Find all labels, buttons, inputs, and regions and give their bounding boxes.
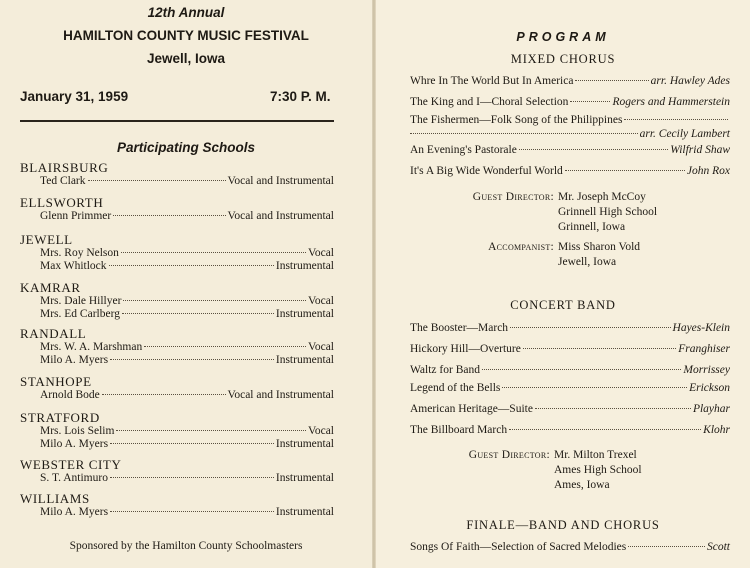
director-row <box>20 354 334 367</box>
guest-director-school: Grinnell High School <box>558 206 658 218</box>
piece-title: It's A Big Wide Wonderful World <box>410 165 563 177</box>
piece-title: The Fishermen—Folk Song of the Philippines <box>410 114 623 126</box>
director-row <box>20 438 334 451</box>
chorus-accompanist <box>456 240 640 270</box>
piece-title: Songs Of Faith—Selection of Sacred Melodies <box>410 541 627 553</box>
accompanist-name: Miss Sharon Vold <box>558 241 641 253</box>
director-role: Vocal <box>308 295 334 307</box>
chorus-guest-director <box>456 190 657 235</box>
program-heading: PROGRAM <box>516 30 610 44</box>
director-row <box>20 341 334 354</box>
festival-edition: 12th Annual <box>147 5 225 20</box>
school-stanhope <box>20 374 334 402</box>
director-name: Ted Clark <box>40 175 86 187</box>
school-randall <box>20 326 334 367</box>
program-item <box>410 95 730 109</box>
piece-title: Hickory Hill—Overture <box>410 343 521 355</box>
guest-director-label: Guest Director: <box>468 449 550 461</box>
program-item <box>410 423 730 437</box>
piece-title: American Heritage—Suite <box>410 403 533 415</box>
composer: Morrissey <box>683 364 730 376</box>
guest-director-city: Grinnell, Iowa <box>558 221 626 233</box>
concert-band-heading: CONCERT BAND <box>510 298 616 312</box>
director-name: Glenn Primmer <box>40 210 112 222</box>
left-page <box>0 0 372 568</box>
piece-title: The Billboard March <box>410 424 508 436</box>
director-row <box>20 506 334 519</box>
school-blairsburg <box>20 160 334 188</box>
festival-location: Jewell, Iowa <box>146 51 226 66</box>
director-name: Mrs. Roy Nelson <box>40 247 119 259</box>
director-name: Mrs. W. A. Marshman <box>40 341 143 353</box>
director-row <box>20 295 334 308</box>
guest-director-name: Mr. Joseph McCoy <box>558 191 646 203</box>
director-row <box>20 210 334 223</box>
school-stratford <box>20 410 334 451</box>
director-row <box>20 425 334 438</box>
piece-title: Whre In The World But In America <box>410 75 574 87</box>
director-name: Mrs. Lois Selim <box>40 425 115 437</box>
piece-title: Legend of the Bells <box>410 382 501 394</box>
director-row <box>20 247 334 260</box>
director-role: Instrumental <box>275 472 334 484</box>
school-name: JEWELL <box>20 232 73 247</box>
piece-title: The King and I—Choral Selection <box>410 96 569 108</box>
director-role: Vocal <box>308 247 334 259</box>
composer: Hayes-Klein <box>672 322 730 334</box>
director-row <box>20 175 334 188</box>
school-ellsworth <box>20 195 334 223</box>
band-guest-director <box>452 448 642 493</box>
school-name: STANHOPE <box>20 374 92 389</box>
director-role: Vocal and Instrumental <box>227 210 334 222</box>
director-name: Mrs. Ed Carlberg <box>40 308 120 320</box>
school-name: KAMRAR <box>20 280 81 295</box>
accompanist-city: Jewell, Iowa <box>558 256 617 268</box>
director-name: Milo A. Myers <box>40 506 109 518</box>
guest-director-school: Ames High School <box>554 464 642 476</box>
header-divider <box>20 120 334 122</box>
school-name: BLAIRSBURG <box>20 160 109 175</box>
composer: Wilfrid Shaw <box>670 144 730 156</box>
program-item <box>410 402 730 416</box>
composer: Erickson <box>689 382 730 394</box>
program-item <box>410 321 730 335</box>
program-item <box>410 342 730 356</box>
school-kamrar <box>20 280 334 321</box>
director-role: Vocal <box>308 425 334 437</box>
composer: Franghiser <box>678 343 730 355</box>
composer: arr. Cecily Lambert <box>639 128 730 140</box>
participating-schools-heading: Participating Schools <box>116 140 256 155</box>
festival-date: January 31, 1959 <box>20 89 129 104</box>
composer: Scott <box>707 541 730 553</box>
director-row <box>20 472 334 485</box>
piece-title: The Booster—March <box>410 322 509 334</box>
director-role: Vocal and Instrumental <box>227 389 334 401</box>
festival-time: 7:30 P. M. <box>270 89 331 104</box>
guest-director-label: Guest Director: <box>472 191 554 203</box>
program-item <box>410 381 730 395</box>
school-name: WEBSTER CITY <box>20 457 122 472</box>
program-item <box>410 363 730 377</box>
director-name: Milo A. Myers <box>40 438 109 450</box>
school-webster-city <box>20 457 334 485</box>
school-name: RANDALL <box>20 326 87 341</box>
director-role: Instrumental <box>275 260 334 272</box>
composer: Rogers and Hammerstein <box>612 96 730 108</box>
program-item <box>410 164 730 178</box>
school-name: STRATFORD <box>20 410 100 425</box>
director-name: S. T. Antimuro <box>40 472 108 484</box>
director-role: Vocal and Instrumental <box>227 175 334 187</box>
director-name: Arnold Bode <box>40 389 100 401</box>
school-name: ELLSWORTH <box>20 195 104 210</box>
guest-director-city: Ames, Iowa <box>554 479 610 491</box>
director-name: Milo A. Myers <box>40 354 109 366</box>
right-page <box>376 0 750 568</box>
composer: Klohr <box>703 424 730 436</box>
piece-title: An Evening's Pastorale <box>410 144 517 156</box>
school-williams <box>20 491 334 519</box>
accompanist-label: Accompanist: <box>488 241 554 253</box>
director-name: Max Whitlock <box>40 260 107 272</box>
program-item <box>410 113 730 141</box>
program-item <box>410 74 730 88</box>
director-role: Instrumental <box>275 438 334 450</box>
director-row <box>20 260 334 273</box>
program-item <box>410 143 730 157</box>
mixed-chorus-heading: MIXED CHORUS <box>510 52 616 66</box>
sponsor-line: Sponsored by the Hamilton County Schoolmasters <box>69 540 303 552</box>
composer: arr. Hawley Ades <box>650 75 730 87</box>
guest-director-name: Mr. Milton Trexel <box>554 449 637 461</box>
finale-heading: FINALE—BAND AND CHORUS <box>466 518 660 532</box>
program-item <box>410 540 730 554</box>
director-row <box>20 308 334 321</box>
school-jewell <box>20 232 334 273</box>
school-name: WILLIAMS <box>20 491 90 506</box>
director-role: Instrumental <box>275 506 334 518</box>
composer: Playhar <box>692 403 730 415</box>
composer: John Rox <box>686 165 730 177</box>
director-role: Instrumental <box>275 354 334 366</box>
director-role: Instrumental <box>275 308 334 320</box>
director-role: Vocal <box>308 341 334 353</box>
festival-title: HAMILTON COUNTY MUSIC FESTIVAL <box>63 28 309 43</box>
director-row <box>20 389 334 402</box>
piece-title: Waltz for Band <box>410 364 480 376</box>
director-name: Mrs. Dale Hillyer <box>40 295 122 307</box>
